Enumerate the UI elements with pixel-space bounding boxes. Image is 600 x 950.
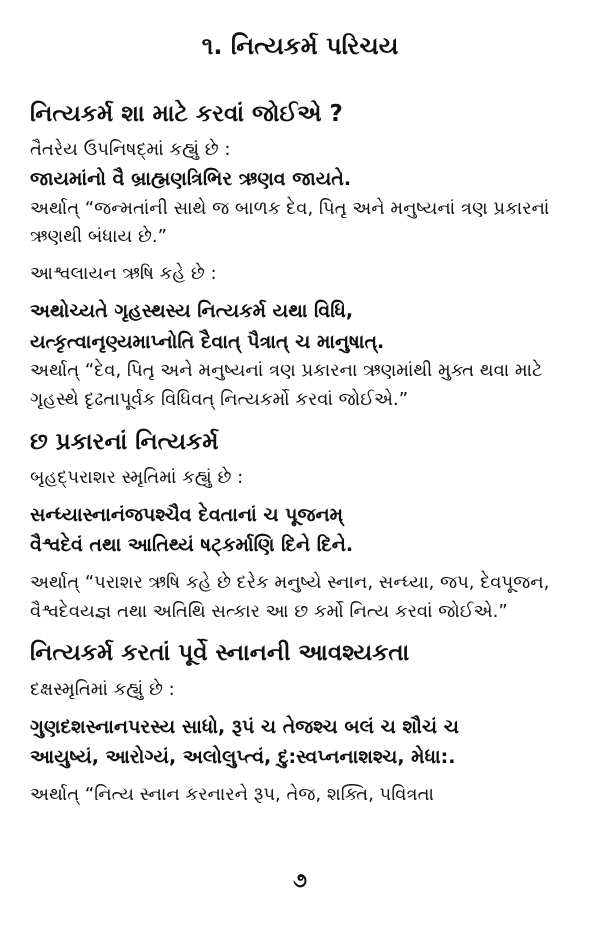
- sanskrit-verse-line: સન્ધ્યાસ્નાનંજપશ્ચૈવ દેવતાનાં ચ પૂજનમ્: [30, 504, 344, 527]
- sanskrit-verse-line: ગુણદશસ્નાનપરસ્ય સાધો, રૂપં ચ તેજશ્ચ બલં ચ શૌચં ચ: [30, 715, 459, 738]
- chapter-title: ૧. નિત્યકર્મ પરિચય: [201, 32, 399, 60]
- source-line: બૃહદ્‌પરાશર સ્મૃતિમાં કહ્યું છે :: [30, 467, 244, 489]
- sanskrit-verse: જાયમાંનો વૈ બ્રાહ્મણત્રિભિર ઋણવ જાયતે.: [30, 168, 352, 191]
- source-line: આશ્વલાયન ઋષિ કહે છે :: [30, 263, 217, 285]
- section-bath-importance: [30, 640, 570, 809]
- sanskrit-verse-line: આયુષ્યં, આરોગ્યં, અલોલુપ્ત્વં, દુ:સ્વપ્નનાશશ્ચ, મેધા:.: [30, 746, 456, 769]
- section-heading: નિત્યકર્મ કરતાં પૂર્વે સ્નાનની આવશ્યકતા: [30, 640, 410, 667]
- page-number: ૭: [293, 868, 307, 892]
- meaning-paragraph: અર્થાત્ “પરાશર ઋષિ કહે છે દરેક મનુષ્યે સ્નાન, સન્ધ્યા, જપ, દેવપૂજન, વૈશ્વદેવયજ્ઞ તથા અતિથિ સત્કાર આ છ કર્મો નિત્ય કરવાં જોઈએ.”: [30, 571, 550, 622]
- meaning-paragraph: અર્થાત્ “દેવ, પિતૃ અને મનુષ્યનાં ત્રણ પ્રકારના ઋણમાંથી મુક્ત થવા માટે ગૃહસ્થે દૃઢતાપૂર્વક વિધિવત્ નિત્યકર્મો કરવાં જોઈએ.”: [30, 359, 543, 410]
- source-line: તૈતરેય ઉપનિષદ્‌માં કહ્યું છે :: [30, 139, 231, 161]
- section-why-nityakarma: [30, 101, 570, 415]
- source-line: દક્ષસ્મૃતિમાં કહ્યું છે :: [30, 678, 175, 700]
- section-six-types: [30, 429, 570, 627]
- meaning-paragraph: અર્થાત્ “નિત્ય સ્નાન કરનારને રૂપ, તેજ, શક્તિ, પવિત્રતા: [30, 783, 434, 805]
- sanskrit-verse-line: અથોચ્યતે ગૃહસ્થસ્ય નિત્યકર્મ યથા વિધિ,: [30, 300, 354, 323]
- meaning-paragraph: અર્થાત્ “જન્મતાંની સાથે જ બાળક દેવ, પિતૃ અને મનુષ્યનાં ત્રણ પ્રકારનાં ઋણથી બંધાય છે.”: [30, 197, 550, 248]
- section-heading: છ પ્રકારનાં નિત્યકર્મ: [30, 428, 219, 455]
- section-heading: નિત્યકર્મ શા માટે કરવાં જોઈએ ?: [30, 100, 343, 127]
- sanskrit-verse-line: યત્કૃત્વાનૃણ્યમાપ્નોતિ દૈવાત્ પૈત્રાત્ ચ માનુષાત્.: [30, 330, 385, 353]
- sanskrit-verse-line: વૈશ્વદેવં તથા આતિથ્યં ષટ્કર્માણિ દિને દિને.: [30, 534, 354, 557]
